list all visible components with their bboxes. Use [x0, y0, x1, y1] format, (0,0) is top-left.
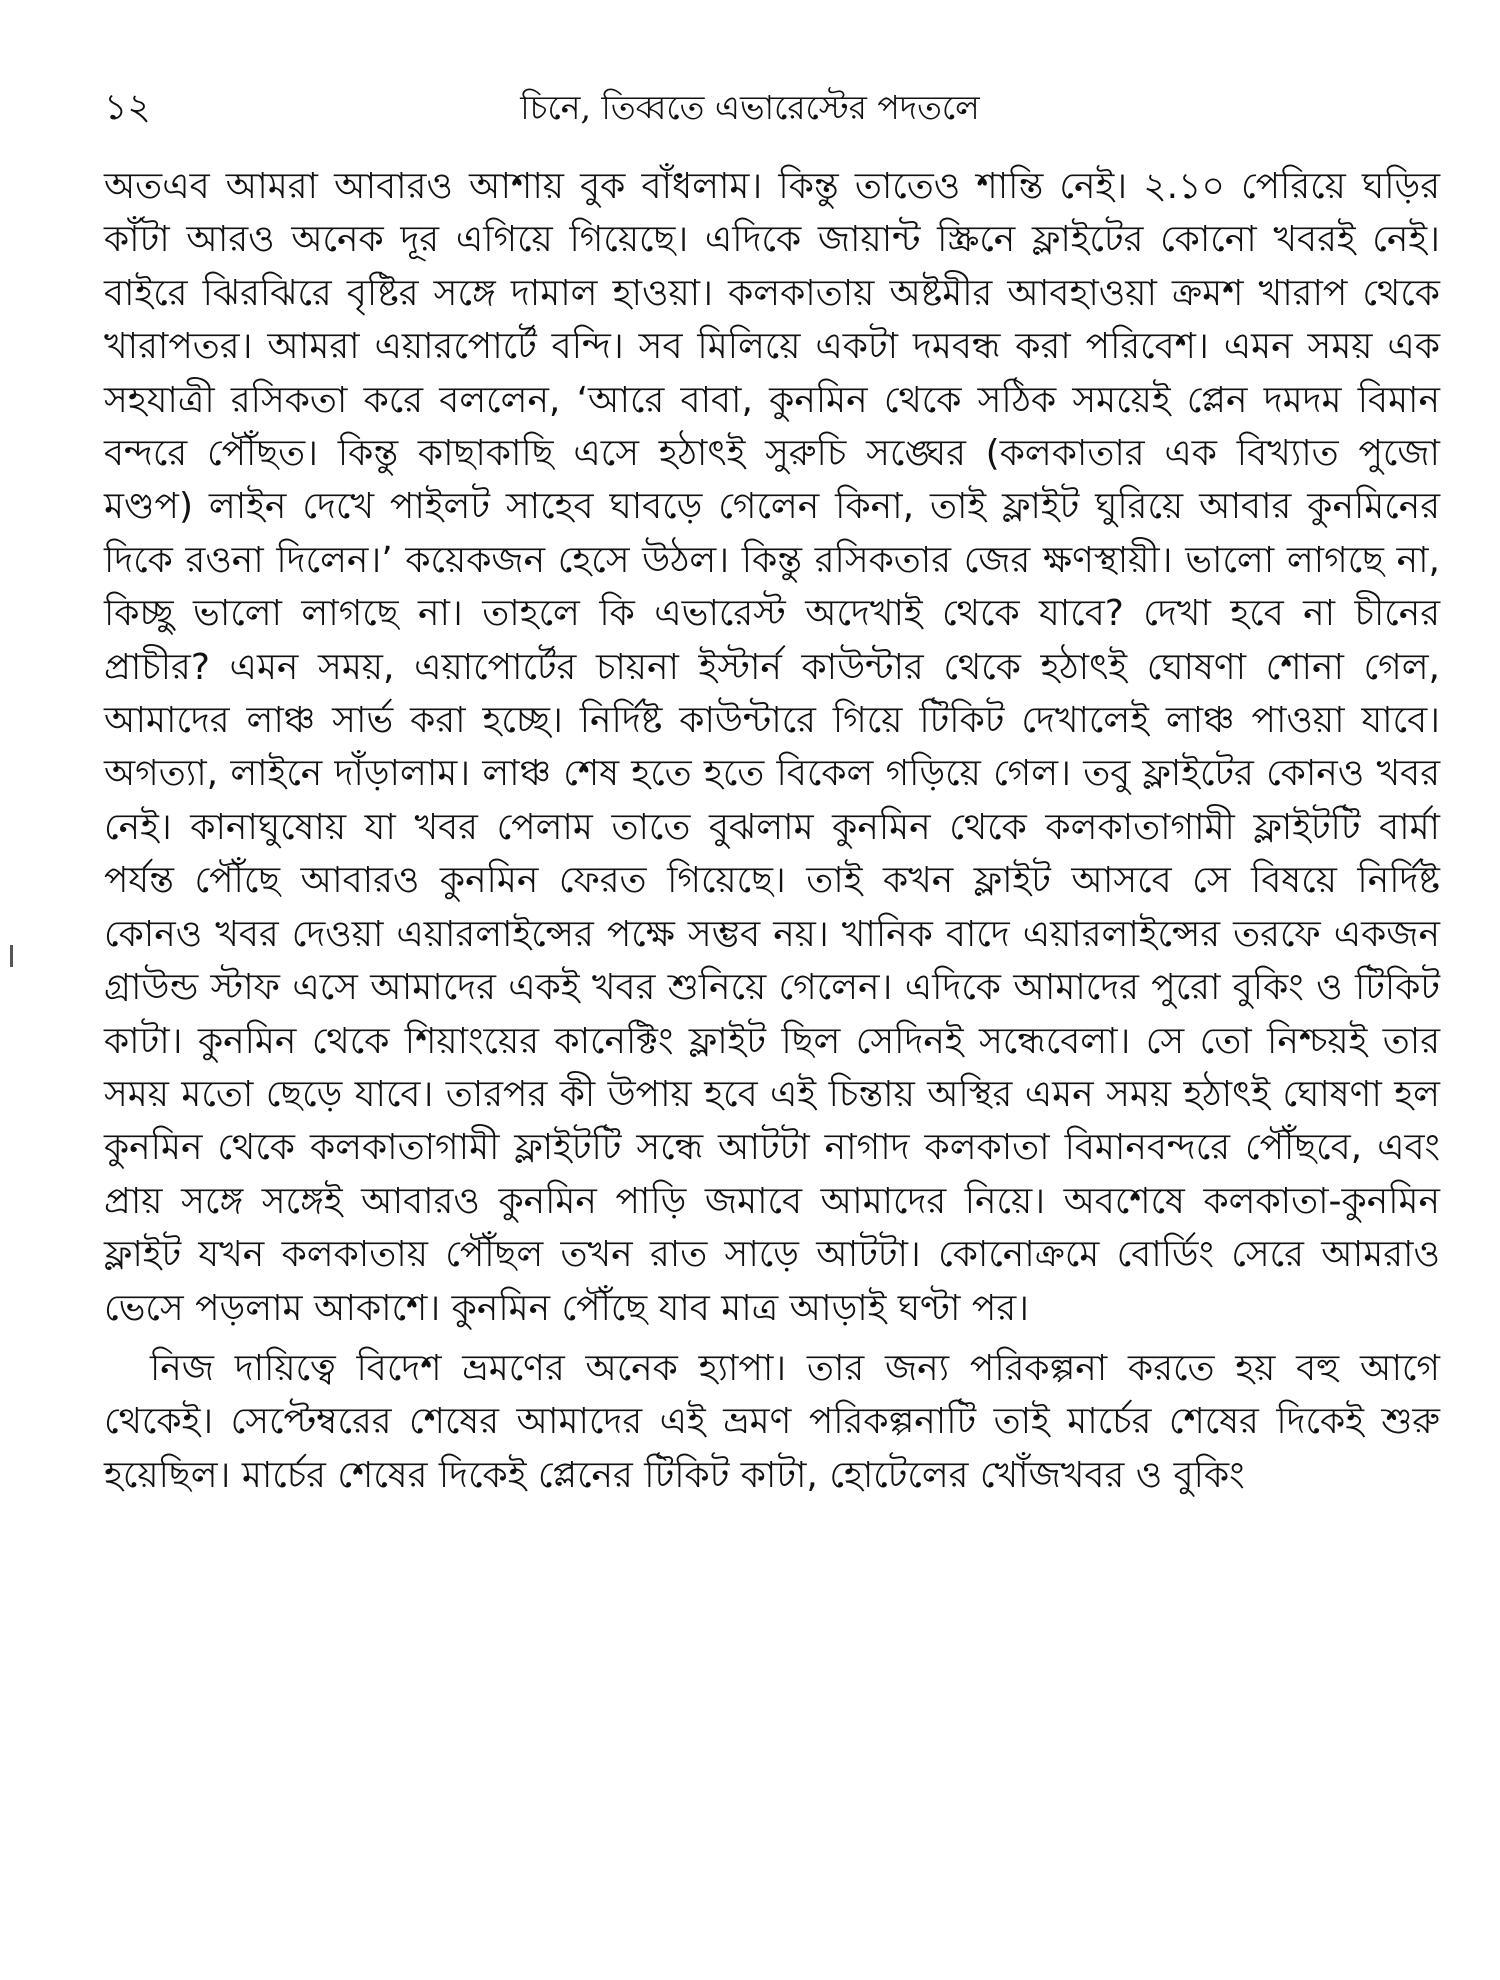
page-number: ১২: [104, 87, 151, 128]
margin-mark: [10, 945, 13, 967]
running-head: [0, 78, 1500, 138]
body-text: [104, 160, 1440, 1502]
paragraph: অতএব আমরা আবারও আশায় বুক বাঁধলাম। কিন্তু তাতেও শান্তি নেই। ২.১০ পেরিয়ে ঘড়ির কাঁটা আরও অনেক দূর এগিয়ে গিয়েছে। এদিকে জায়ান্ট স্ক্রিনে ফ্লাইটের কোনো খবরই নেই। বাইরে ঝিরঝিরে বৃষ্টির সঙ্গে দামাল হাওয়া। কলকাতায় অষ্টমীর আবহাওয়া ক্রমশ খারাপ থেকে খারাপতর। আমরা এয়ারপোর্টে বন্দি। সব মিলিয়ে একটা দমবন্ধ করা পরিবেশ। এমন সময় এক সহযাত্রী রসিকতা করে বললেন, ‘আরে বাবা, কুনমিন থেকে সঠিক সময়েই প্লেন দমদম বিমান বন্দরে পৌঁছত। কিন্তু কাছাকাছি এসে হঠাৎই সুরুচি সঙ্ঘের (কলকাতার এক বিখ্যাত পুজো মণ্ডপ) লাইন দেখে পাইলট সাহেব ঘাবড়ে গেলেন কিনা, তাই ফ্লাইট ঘুরিয়ে আবার কুনমিনের দিকে রওনা দিলেন।’ কয়েকজন হেসে উঠল। কিন্তু রসিকতার জের ক্ষণস্থায়ী। ভালো লাগছে না, কিচ্ছু ভালো লাগছে না। তাহলে কি এভারেস্ট অদেখাই থেকে যাবে? দেখা হবে না চীনের প্রাচীর? এমন সময়, এয়াপোর্টের চায়না ইস্টার্ন কাউন্টার থেকে হঠাৎই ঘোষণা শোনা গেল, আমাদের লাঞ্চ সার্ভ করা হচ্ছে। নির্দিষ্ট কাউন্টারে গিয়ে টিকিট দেখালেই লাঞ্চ পাওয়া যাবে। অগত্যা, লাইনে দাঁড়ালাম। লাঞ্চ শেষ হতে হতে বিকেল গড়িয়ে গেল। তবু ফ্লাইটের কোনও খবর নেই। কানাঘুষোয় যা খবর পেলাম তাতে বুঝলাম কুনমিন থেকে কলকাতাগামী ফ্লাইটটি বার্মা পর্যন্ত পৌঁছে আবারও কুনমিন ফেরত গিয়েছে। তাই কখন ফ্লাইট আসবে সে বিষয়ে নির্দিষ্ট কোনও খবর দেওয়া এয়ারলাইন্সের পক্ষে সম্ভব নয়। খানিক বাদে এয়ারলাইন্সের তরফে একজন গ্রাউন্ড স্টাফ এসে আমাদের একই খবর শুনিয়ে গেলেন। এদিকে আমাদের পুরো বুকিং ও টিকিট কাটা। কুনমিন থেকে শিয়াংয়ের কানেক্টিং ফ্লাইট ছিল সেদিনই সন্ধেবেলা। সে তো নিশ্চয়ই তার সময় মতো ছেড়ে যাবে। তারপর কী উপায় হবে এই চিন্তায় অস্থির এমন সময় হঠাৎই ঘোষণা হল কুনমিন থেকে কলকাতাগামী ফ্লাইটটি সন্ধে আটটা নাগাদ কলকাতা বিমানবন্দরে পৌঁছবে, এবং প্রায় সঙ্গে সঙ্গেই আবারও কুনমিন পাড়ি জমাবে আমাদের নিয়ে। অবশেষে কলকাতা-কুনমিন ফ্লাইট যখন কলকাতায় পৌঁছল তখন রাত সাড়ে আটটা। কোনোক্রমে বোর্ডিং সেরে আমরাও ভেসে পড়লাম আকাশে। কুনমিন পৌঁছে যাব মাত্র আড়াই ঘণ্টা পর।: [104, 166, 1440, 1329]
paragraph: নিজ দায়িত্বে বিদেশ ভ্রমণের অনেক হ্যাপা। তার জন্য পরিকল্পনা করতে হয় বহু আগে থেকেই। সেপ্টেম্বরের শেষের আমাদের এই ভ্রমণ পরিকল্পনাটি তাই মার্চের শেষের দিকেই শুরু হয়েছিল। মার্চের শেষের দিকেই প্লেনের টিকিট কাটা, হোটেলের খোঁজখবর ও বুকিং: [104, 1347, 1440, 1496]
book-title: চিনে, তিব্বতে এভারেস্টের পদতলে: [520, 88, 980, 127]
